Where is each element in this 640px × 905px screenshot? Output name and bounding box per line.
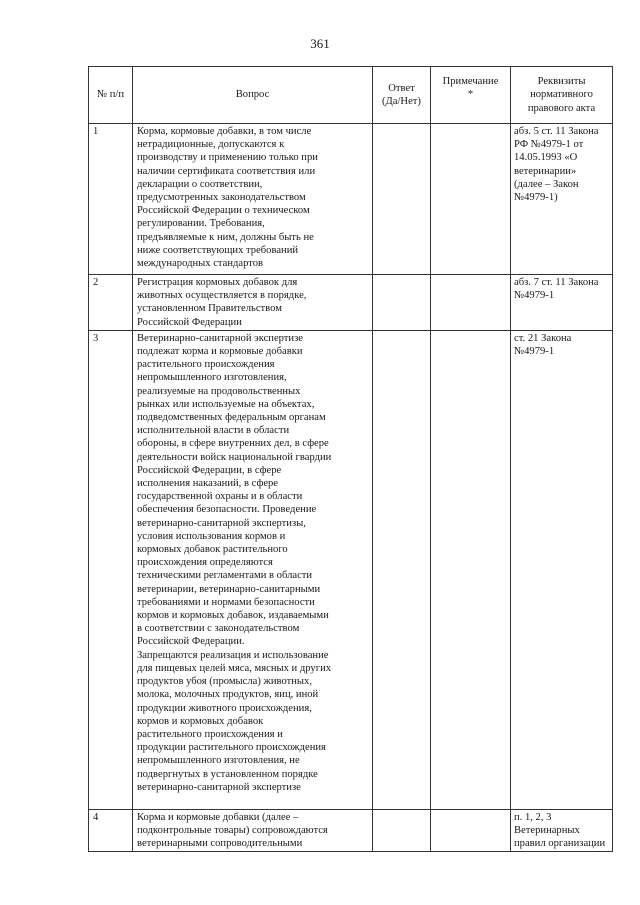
header-note xyxy=(431,67,511,124)
table-row xyxy=(89,275,613,331)
row-legal-reference: абз. 5 ст. 11 Закона РФ №4979-1 от 14.05.1993 «О ветеринарии» (далее – Закон №4979-1) xyxy=(511,124,613,275)
row-question: Ветеринарно-санитарной экспертизе подлежат корма и кормовые добавки растительного происхождения непромышленного изготовления, реализуемые на продовольственных рынках или используемые на объектах, подведомственных федеральным органам исполнительной власти в области обороны, в сфере внутренних дел, в сфере деятельности войск национальной гвардии Российской Федерации, в сфере исполнения наказаний, в сфере государственной охраны и в области обеспечения безопасности. Проведение ветеринарно-санитарной экспертизы, условия использования кормов и кормовых добавок растительного происхождения определяются техническими регламентами в области ветеринарии, ветеринарно-санитарными требованиями и нормами безопасности кормов и кормовых добавок, издаваемыми в соответствии с законодательством Российской Федерации. Запрещаются реализация и использование для пищевых целей мяса, мясных и других продуктов убоя (промысла) животных, молока, молочных продуктов, яиц, иной продукции животного происхождения, кормов и кормовых добавок растительного происхождения и продукции растительного происхождения непромышленного изготовления, не подвергнутых в установленном порядке ветеринарно-санитарной экспертизе xyxy=(133,330,373,809)
row-question: Корма и кормовые добавки (далее – подконтрольные товары) сопровождаются ветеринарными сопроводительными xyxy=(133,809,373,852)
row-number: 1 xyxy=(89,124,133,275)
page-number: 361 xyxy=(310,36,330,51)
row-note-cell[interactable] xyxy=(431,124,511,275)
header-answer-label: Ответ (Да/Нет) xyxy=(382,82,421,107)
row-answer-cell[interactable] xyxy=(373,124,431,275)
header-answer xyxy=(373,67,431,124)
header-number-label: № п/п xyxy=(96,89,125,101)
row-note-cell[interactable] xyxy=(431,275,511,331)
row-legal-reference: абз. 7 ст. 11 Закона №4979-1 xyxy=(511,275,613,331)
header-note-label: Примечание * xyxy=(442,76,499,101)
row-number: 4 xyxy=(89,809,133,852)
row-legal-reference: п. 1, 2, 3 Ветеринарных правил организации xyxy=(511,809,613,852)
header-number xyxy=(89,67,133,124)
row-note-cell[interactable] xyxy=(431,809,511,852)
row-answer-cell[interactable] xyxy=(373,275,431,331)
row-number: 3 xyxy=(89,330,133,809)
header-legal-reference xyxy=(511,67,613,124)
header-legal-reference-label: Реквизиты нормативного правового акта xyxy=(527,76,596,114)
header-question-label: Вопрос xyxy=(235,89,270,101)
table-row xyxy=(89,330,613,809)
header-question xyxy=(133,67,373,124)
row-answer-cell[interactable] xyxy=(373,330,431,809)
table-header-row xyxy=(89,67,613,124)
checklist-table xyxy=(88,66,613,852)
row-number: 2 xyxy=(89,275,133,331)
table-row xyxy=(89,809,613,852)
row-question: Регистрация кормовых добавок для животных осуществляется в порядке, установленном Правительством Российской Федерации xyxy=(133,275,373,331)
row-question: Корма, кормовые добавки, в том числе нетрадиционные, допускаются к производству и применению только при наличии сертификата соответствия или декларации о соответствии, предусмотренных законодательством Российской Федерации о техническом регулировании. Требования, предъявляемые к ним, должны быть не ниже соответствующих требований международных стандартов xyxy=(133,124,373,275)
row-answer-cell[interactable] xyxy=(373,809,431,852)
row-note-cell[interactable] xyxy=(431,330,511,809)
table-row xyxy=(89,124,613,275)
row-legal-reference: ст. 21 Закона №4979-1 xyxy=(511,330,613,809)
